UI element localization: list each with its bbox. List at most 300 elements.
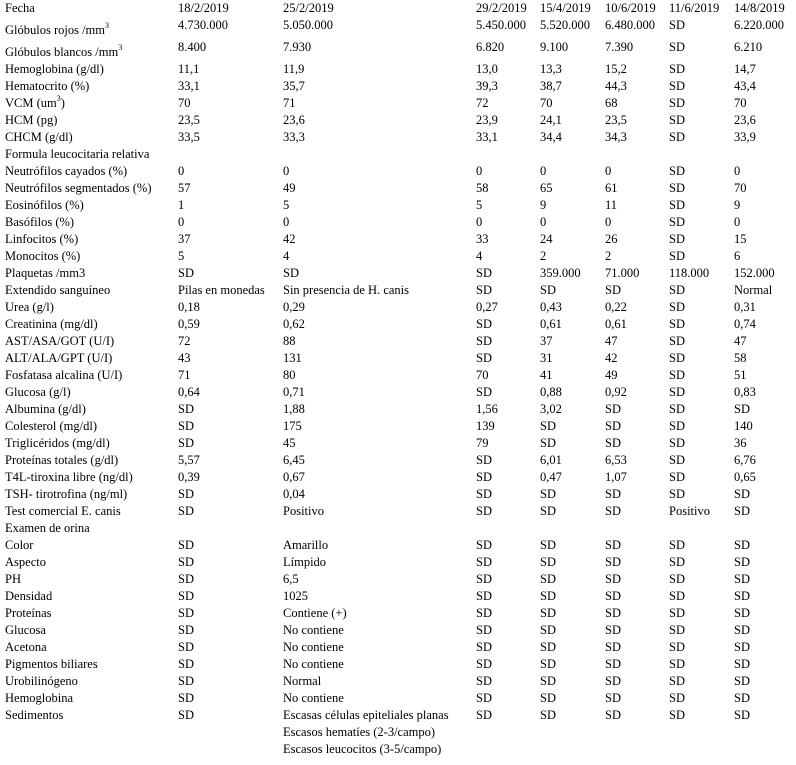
value-cell: 0,88 xyxy=(540,385,562,399)
value-cell: 70 xyxy=(178,96,191,110)
value-cell: 0,64 xyxy=(178,385,200,399)
value-cell: 43 xyxy=(178,351,191,365)
value-cell: SD xyxy=(669,232,685,246)
value-cell: SD xyxy=(669,419,685,433)
value-cell: 0 xyxy=(734,215,741,229)
value-cell xyxy=(605,146,669,163)
value-cell: 34,4 xyxy=(540,130,562,144)
value-cell: 0 xyxy=(605,215,612,229)
row-label: Glucosa (g/l) xyxy=(5,385,71,399)
value-cell: SD xyxy=(605,436,621,450)
value-cell: 152.000 xyxy=(734,266,775,280)
value-cell: SD xyxy=(540,674,556,688)
value-cell: 58 xyxy=(476,181,489,195)
value-cell: SD xyxy=(669,368,685,382)
header-cell: Fecha xyxy=(5,1,35,15)
row-label: Glóbulos blancos $/mm^3$ xyxy=(5,43,123,59)
empty-cell xyxy=(605,724,669,741)
value-cell: SD xyxy=(476,504,492,518)
value-cell: SD xyxy=(540,657,556,671)
value-cell: SD xyxy=(669,18,685,32)
value-cell: 6,5 xyxy=(283,572,299,586)
value-cell xyxy=(476,520,540,537)
value-cell: SD xyxy=(605,640,621,654)
value-cell: SD xyxy=(540,419,556,433)
value-cell: 23,5 xyxy=(178,113,200,127)
value-cell: SD xyxy=(540,436,556,450)
value-cell: No contiene xyxy=(283,623,344,637)
value-cell: 11,1 xyxy=(178,62,200,76)
value-cell: SD xyxy=(605,402,621,416)
table-row xyxy=(5,197,796,214)
value-cell: 24,1 xyxy=(540,113,562,127)
value-cell: 0,74 xyxy=(734,317,756,331)
value-cell: 140 xyxy=(734,419,753,433)
value-cell: 6,76 xyxy=(734,453,756,467)
value-cell: 1 xyxy=(178,198,185,212)
row-label: Hemoglobina xyxy=(5,691,74,705)
table-row xyxy=(5,554,796,571)
value-cell: SD xyxy=(605,708,621,722)
value-cell: 79 xyxy=(476,436,489,450)
value-cell: 6,01 xyxy=(540,453,562,467)
value-cell: SD xyxy=(605,283,621,297)
table-row xyxy=(5,537,796,554)
value-cell: 33 xyxy=(476,232,489,246)
value-cell: SD xyxy=(669,40,685,54)
value-cell: SD xyxy=(669,181,685,195)
value-cell: 4.730.000 xyxy=(178,18,228,32)
table-row xyxy=(5,741,796,758)
row-label: Sedimentos xyxy=(5,708,64,722)
value-cell: Normal xyxy=(283,674,322,688)
header-cell: 25/2/2019 xyxy=(283,1,334,15)
value-cell: SD xyxy=(178,691,194,705)
row-label: Eosinófilos (%) xyxy=(5,198,84,212)
value-cell: 36 xyxy=(734,436,747,450)
value-cell: 0,92 xyxy=(605,385,627,399)
table-row xyxy=(5,435,796,452)
value-cell: 65 xyxy=(540,181,553,195)
row-label: Pigmentos biliares xyxy=(5,657,98,671)
value-cell: 5.450.000 xyxy=(476,18,526,32)
value-cell xyxy=(283,146,476,163)
value-cell: 1,56 xyxy=(476,402,498,416)
value-cell: 0,71 xyxy=(283,385,305,399)
table-row xyxy=(5,520,796,537)
table-row xyxy=(5,248,796,265)
row-label: Monocitos (%) xyxy=(5,249,81,263)
row-label: Plaquetas /mm3 xyxy=(5,266,86,280)
row-label: VCM $(um^3)$ xyxy=(5,94,65,110)
value-cell xyxy=(178,520,283,537)
row-label: Proteínas totales (g/dl) xyxy=(5,453,119,467)
value-cell: SD xyxy=(734,623,750,637)
value-cell: 5,57 xyxy=(178,453,200,467)
value-cell: 6.220.000 xyxy=(734,18,784,32)
value-cell: 6,53 xyxy=(605,453,627,467)
table-row xyxy=(5,639,796,656)
value-cell: 0,61 xyxy=(605,317,627,331)
table-row xyxy=(5,503,796,520)
table-row xyxy=(5,622,796,639)
value-cell: 70 xyxy=(734,96,747,110)
empty-cell xyxy=(540,741,605,758)
value-cell: SD xyxy=(178,657,194,671)
value-cell: 7.930 xyxy=(283,40,312,54)
value-cell: 37 xyxy=(540,334,553,348)
value-cell: 71 xyxy=(283,96,296,110)
value-cell: 9.100 xyxy=(540,40,569,54)
value-cell: 71 xyxy=(178,368,191,382)
table-row xyxy=(5,384,796,401)
table-row xyxy=(5,367,796,384)
empty-cell xyxy=(540,724,605,741)
value-cell: SD xyxy=(178,674,194,688)
value-cell: SD xyxy=(540,606,556,620)
row-label: Extendido sanguíneo xyxy=(5,283,111,297)
table-row xyxy=(5,163,796,180)
header-cell: 11/6/2019 xyxy=(669,1,720,15)
table-row xyxy=(5,333,796,350)
row-label: Colesterol (mg/dl) xyxy=(5,419,97,433)
row-label: PH xyxy=(5,572,21,586)
value-cell: 23,5 xyxy=(605,113,627,127)
value-cell: SD xyxy=(669,385,685,399)
table-row xyxy=(5,401,796,418)
value-cell: Sin presencia de H. canis xyxy=(283,283,410,297)
table-row xyxy=(5,214,796,231)
value-cell: SD xyxy=(669,555,685,569)
value-cell: SD xyxy=(669,623,685,637)
value-cell: 0,31 xyxy=(734,300,756,314)
value-cell: 0 xyxy=(178,215,185,229)
table-row xyxy=(5,61,796,78)
value-cell: SD xyxy=(669,351,685,365)
value-cell: SD xyxy=(734,657,750,671)
value-cell: 175 xyxy=(283,419,302,433)
value-cell: SD xyxy=(605,691,621,705)
value-cell: 31 xyxy=(540,351,553,365)
row-label: Hemoglobina (g/dl) xyxy=(5,62,104,76)
value-cell: SD xyxy=(669,215,685,229)
table-row xyxy=(5,17,796,39)
value-cell: SD xyxy=(178,436,194,450)
row-label: Urea (g/l) xyxy=(5,300,54,314)
value-cell: 0,62 xyxy=(283,317,305,331)
row-label: Fosfatasa alcalina (U/I) xyxy=(5,368,123,382)
value-cell xyxy=(669,146,734,163)
value-cell: 33,5 xyxy=(178,130,200,144)
row-label: Densidad xyxy=(5,589,53,603)
value-cell: 15,2 xyxy=(605,62,627,76)
value-cell: SD xyxy=(669,538,685,552)
row-label: ALT/ALA/GPT (U/I) xyxy=(5,351,113,365)
value-cell: SD xyxy=(540,623,556,637)
table-row xyxy=(5,78,796,95)
value-cell: SD xyxy=(605,504,621,518)
row-label: Urobilinógeno xyxy=(5,674,78,688)
value-cell: 0,83 xyxy=(734,385,756,399)
value-cell: SD xyxy=(178,504,194,518)
value-cell: 9 xyxy=(540,198,547,212)
value-cell: SD xyxy=(734,708,750,722)
value-cell: 0 xyxy=(476,215,483,229)
table-row xyxy=(5,231,796,248)
value-cell: 1025 xyxy=(283,589,308,603)
value-cell: SD xyxy=(734,538,750,552)
value-cell: 26 xyxy=(605,232,618,246)
value-cell: 6,45 xyxy=(283,453,305,467)
value-cell: SD xyxy=(476,283,492,297)
empty-cell xyxy=(734,741,796,758)
value-cell: SD xyxy=(476,623,492,637)
value-cell: SD xyxy=(476,606,492,620)
empty-cell xyxy=(5,741,178,758)
row-label: Hematocrito (%) xyxy=(5,79,90,93)
value-cell: Escasas células epiteliales planas xyxy=(283,708,449,722)
table-row xyxy=(5,282,796,299)
value-cell: 6 xyxy=(734,249,741,263)
value-cell: 33,9 xyxy=(734,130,756,144)
empty-cell xyxy=(669,741,734,758)
value-cell: 11 xyxy=(605,198,618,212)
value-cell: 49 xyxy=(605,368,618,382)
value-cell xyxy=(476,146,540,163)
table-body xyxy=(5,17,796,758)
value-cell: SD xyxy=(605,487,621,501)
value-cell xyxy=(178,146,283,163)
value-cell: 57 xyxy=(178,181,191,195)
header-cell: 29/2/2019 xyxy=(476,1,527,15)
value-cell: SD xyxy=(540,640,556,654)
row-label: Proteínas xyxy=(5,606,52,620)
value-cell: SD xyxy=(540,572,556,586)
value-cell: 2 xyxy=(540,249,547,263)
row-label: Creatinina (mg/dl) xyxy=(5,317,98,331)
row-label: Linfocitos (%) xyxy=(5,232,79,246)
value-cell: 0,22 xyxy=(605,300,627,314)
value-cell: 0 xyxy=(283,215,290,229)
value-cell: 118.000 xyxy=(669,266,710,280)
value-cell: 72 xyxy=(178,334,191,348)
value-cell: 0,18 xyxy=(178,300,200,314)
table-row xyxy=(5,724,796,741)
value-cell: 38,7 xyxy=(540,79,562,93)
table-row xyxy=(5,469,796,486)
value-cell: No contiene xyxy=(283,657,344,671)
value-cell: 47 xyxy=(605,334,618,348)
value-cell: SD xyxy=(540,283,556,297)
value-cell: 5.050.000 xyxy=(283,18,333,32)
value-cell: SD xyxy=(178,640,194,654)
row-label: TSH- tirotrofina (ng/ml) xyxy=(5,487,128,501)
value-cell: SD xyxy=(734,674,750,688)
value-cell: No contiene xyxy=(283,691,344,705)
row-label: Examen de orina xyxy=(5,521,90,535)
value-cell: SD xyxy=(476,640,492,654)
value-cell: SD xyxy=(669,708,685,722)
value-cell: SD xyxy=(669,62,685,76)
value-cell: 58 xyxy=(734,351,747,365)
table-row xyxy=(5,656,796,673)
value-cell: 37 xyxy=(178,232,191,246)
value-cell: SD xyxy=(605,674,621,688)
value-cell: SD xyxy=(734,691,750,705)
value-cell: 15 xyxy=(734,232,747,246)
value-cell: 0,27 xyxy=(476,300,498,314)
empty-cell xyxy=(476,724,540,741)
empty-cell xyxy=(476,741,540,758)
table-row xyxy=(5,418,796,435)
value-cell: SD xyxy=(476,266,492,280)
value-cell: 45 xyxy=(283,436,296,450)
value-cell: Límpido xyxy=(283,555,327,569)
value-cell: 0 xyxy=(605,164,612,178)
value-cell: SD xyxy=(540,504,556,518)
value-cell: SD xyxy=(605,538,621,552)
value-cell: SD xyxy=(669,657,685,671)
value-cell: Contiene (+) xyxy=(283,606,347,620)
value-cell: 7.390 xyxy=(605,40,634,54)
value-cell: 5.520.000 xyxy=(540,18,590,32)
value-cell: SD xyxy=(476,589,492,603)
table-row xyxy=(5,452,796,469)
value-cell xyxy=(669,520,734,537)
value-cell: SD xyxy=(734,402,750,416)
value-cell: SD xyxy=(669,79,685,93)
value-cell: 1,88 xyxy=(283,402,305,416)
value-cell: SD xyxy=(669,453,685,467)
row-label: CHCM (g/dl) xyxy=(5,130,73,144)
value-cell: 4 xyxy=(476,249,483,263)
value-cell xyxy=(734,146,796,163)
table-row xyxy=(5,350,796,367)
value-cell: SD xyxy=(540,589,556,603)
value-cell: SD xyxy=(178,572,194,586)
empty-cell xyxy=(734,724,796,741)
table-row xyxy=(5,605,796,622)
value-cell: 0,39 xyxy=(178,470,200,484)
value-cell: 0,59 xyxy=(178,317,200,331)
value-cell: 14,7 xyxy=(734,62,756,76)
value-cell: SD xyxy=(476,334,492,348)
row-label: HCM (pg) xyxy=(5,113,58,127)
value-cell xyxy=(283,520,476,537)
row-label: Formula leucocitaria relativa xyxy=(5,147,150,161)
value-cell: 70 xyxy=(476,368,489,382)
table-row xyxy=(5,588,796,605)
table-row xyxy=(5,39,796,61)
value-cell: 9 xyxy=(734,198,741,212)
value-cell: 72 xyxy=(476,96,489,110)
value-cell: 23,6 xyxy=(283,113,305,127)
table-row xyxy=(5,146,796,163)
row-label: Acetona xyxy=(5,640,47,654)
value-cell: SD xyxy=(283,266,299,280)
value-cell: 35,7 xyxy=(283,79,305,93)
value-cell: SD xyxy=(540,708,556,722)
value-cell: 68 xyxy=(605,96,618,110)
header-cell: 14/8/2019 xyxy=(734,1,785,15)
value-cell: SD xyxy=(476,487,492,501)
row-label: T4L-tiroxina libre (ng/dl) xyxy=(5,470,133,484)
value-cell: 0,29 xyxy=(283,300,305,314)
value-cell: SD xyxy=(178,589,194,603)
value-cell: 0,43 xyxy=(540,300,562,314)
value-cell: 47 xyxy=(734,334,747,348)
value-cell: SD xyxy=(669,436,685,450)
value-cell: SD xyxy=(476,351,492,365)
table-row xyxy=(5,95,796,112)
value-cell: SD xyxy=(669,164,685,178)
value-cell: SD xyxy=(669,96,685,110)
value-cell: SD xyxy=(605,555,621,569)
table-row xyxy=(5,486,796,503)
table-row xyxy=(5,112,796,129)
header-cell: 15/4/2019 xyxy=(540,1,591,15)
value-cell: SD xyxy=(669,283,685,297)
value-cell: SD xyxy=(734,640,750,654)
value-cell: SD xyxy=(178,538,194,552)
value-cell: 42 xyxy=(283,232,296,246)
value-cell: SD xyxy=(669,674,685,688)
value-cell: 23,6 xyxy=(734,113,756,127)
value-cell xyxy=(540,520,605,537)
value-cell: 1,07 xyxy=(605,470,627,484)
table-row xyxy=(5,571,796,588)
value-cell: SD xyxy=(669,334,685,348)
value-cell: 71.000 xyxy=(605,266,640,280)
value-cell: 33,1 xyxy=(178,79,200,93)
row-label: Glucosa xyxy=(5,623,46,637)
empty-cell xyxy=(178,741,283,758)
lab-results-table xyxy=(5,0,796,758)
value-cell: 0,04 xyxy=(283,487,305,501)
value-cell: 80 xyxy=(283,368,296,382)
value-cell: SD xyxy=(669,589,685,603)
value-cell: SD xyxy=(476,385,492,399)
value-cell: SD xyxy=(669,317,685,331)
value-cell: SD xyxy=(669,402,685,416)
value-cell: 5 xyxy=(476,198,483,212)
value-cell: 43,4 xyxy=(734,79,756,93)
row-label: Basófilos (%) xyxy=(5,215,75,229)
value-cell: 359.000 xyxy=(540,266,581,280)
value-cell: SD xyxy=(178,623,194,637)
table-row xyxy=(5,129,796,146)
value-cell: 13,0 xyxy=(476,62,498,76)
value-cell: SD xyxy=(178,487,194,501)
value-cell: SD xyxy=(178,402,194,416)
value-cell: SD xyxy=(540,538,556,552)
value-cell: SD xyxy=(734,589,750,603)
table-row xyxy=(5,673,796,690)
value-cell: 24 xyxy=(540,232,553,246)
value-cell: SD xyxy=(669,470,685,484)
value-cell: Amarillo xyxy=(283,538,329,552)
empty-cell xyxy=(669,724,734,741)
value-cell: 0 xyxy=(540,164,547,178)
value-cell: 139 xyxy=(476,419,495,433)
value-cell: 61 xyxy=(605,181,618,195)
value-cell: Positivo xyxy=(283,504,324,518)
value-cell: 33,3 xyxy=(283,130,305,144)
value-cell: 41 xyxy=(540,368,553,382)
value-cell: SD xyxy=(669,572,685,586)
table-row xyxy=(5,316,796,333)
value-cell: 6.480.000 xyxy=(605,18,655,32)
